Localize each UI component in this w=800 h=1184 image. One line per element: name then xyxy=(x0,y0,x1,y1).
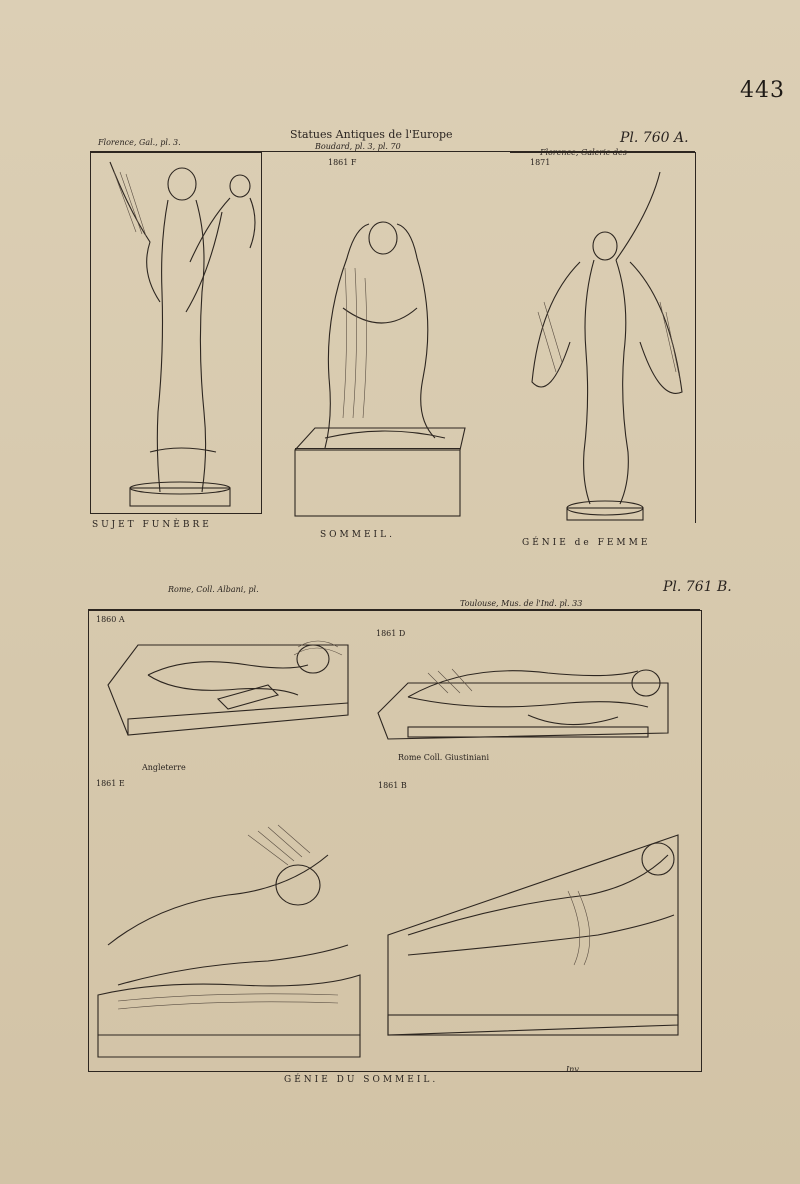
top-header-sub: Boudard, pl. 3, pl. 70 xyxy=(315,142,401,151)
sleep-statue-drawing xyxy=(285,188,475,518)
number-genie-woman: 1871 xyxy=(530,158,551,167)
top-plate xyxy=(90,128,710,548)
number-1861d: 1861 D xyxy=(376,629,406,638)
caption-funeral: SUJET FUNÈBRE xyxy=(92,520,212,530)
sleeping-genie-1861d-drawing xyxy=(368,643,688,743)
number-sleep: 1861 F xyxy=(328,158,357,167)
number-1861e: 1861 E xyxy=(96,779,125,788)
caption-genie-woman: GÉNIE de FEMME xyxy=(522,538,651,548)
location-1861e: Angleterre xyxy=(142,763,186,772)
number-1861b: 1861 B xyxy=(378,781,407,790)
top-header-right-sub: Florence, Galerie des xyxy=(540,148,628,157)
sleeping-genie-1861b-drawing xyxy=(378,795,698,1065)
top-header-left: Florence, Gal., pl. 3. xyxy=(98,138,181,147)
engraver-signature: Inv. xyxy=(566,1065,581,1074)
genie-statue-drawing xyxy=(510,152,695,522)
sleeping-genie-1860a-drawing xyxy=(98,625,358,745)
top-header-title: Statues Antiques de l'Europe xyxy=(290,128,453,141)
caption-sleep: SOMMEIL. xyxy=(320,530,395,540)
bottom-header-ref: Pl. 761 B. xyxy=(663,579,732,595)
bottom-plate xyxy=(88,579,732,1090)
sleeping-genie-1861e-drawing xyxy=(98,795,368,1065)
funeral-statue-drawing xyxy=(90,152,260,512)
top-header-ref: Pl. 760 A. xyxy=(620,130,689,146)
page-number: 443 xyxy=(740,78,785,103)
location-1861b: Rome Coll. Giustiniani xyxy=(398,753,490,762)
bottom-header-left: Rome, Coll. Albani, pl. xyxy=(168,585,259,594)
bottom-header-right-sub: Toulouse, Mus. de l'Ind. pl. 33 xyxy=(460,599,583,608)
caption-genie-sleep: GÉNIE DU SOMMEIL. xyxy=(284,1075,439,1085)
number-1860a: 1860 A xyxy=(96,615,125,624)
